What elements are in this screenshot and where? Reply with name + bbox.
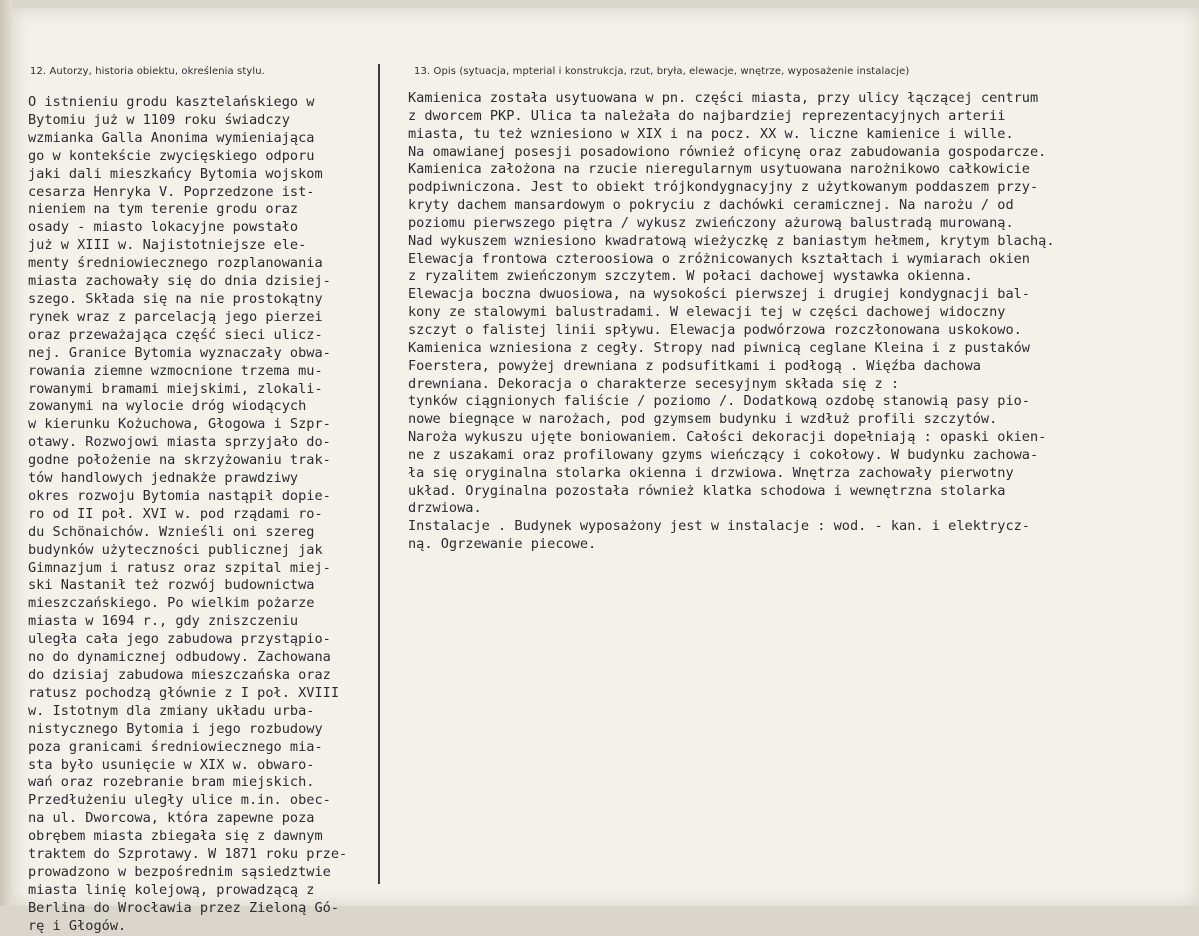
description-text-line: z ryzalitem zwieńczonym szczytem. W połaci dachowej wystawka okienna. <box>408 268 973 285</box>
description-text-line: poziomu pierwszego piętra / wykusz zwieńczony ażurową balustradą murowaną. <box>408 214 1014 231</box>
history-text-line: go w kontekście zwycięskiego odporu <box>28 147 315 164</box>
history-text-line: w kierunku Kożuchowa, Głogowa i Szpr- <box>28 416 331 433</box>
description-text-line: z dworcem PKP. Ulica ta należała do najbardziej reprezentacyjnych arterii <box>408 107 1006 124</box>
description-text-line: Kamienica została usytuowana w pn. części miasta, przy ulicy łączącej centrum <box>408 90 1039 106</box>
description-text-line: ła się oryginalna stolarka okienna i drzwiowa. Wnętrza zachowały pierwotny <box>408 464 1014 481</box>
history-text-line: osady - miasto lokacyjne powstało <box>28 219 299 236</box>
history-text-line: Bytomiu już w 1109 roku świadczy <box>28 111 290 128</box>
history-text-line: rowania ziemne wzmocnione trzema mu- <box>28 362 323 379</box>
description-text-line: podpiwniczona. Jest to obiekt trójkondygnacyjny z użytkowanym poddaszem przy- <box>408 179 1039 196</box>
history-text-line: ratusz pochodzą głównie z I poł. XVIII <box>28 684 339 701</box>
history-text-line: sta było usunięcie w XIX w. obwaro- <box>28 756 315 773</box>
history-text-line: mieszczańskiego. Po wielkim pożarze <box>28 595 315 612</box>
history-text-line: Gimnazjum i ratusz oraz szpital miej- <box>28 559 331 576</box>
history-text-line: miasta zachowały się do dnia dzisiej- <box>28 273 331 290</box>
history-text-line: miasta linię kolejową, prowadzącą z <box>28 881 315 898</box>
history-text-line: nieniem na tym terenie grodu oraz <box>28 201 299 218</box>
description-text-line: szczyt o falistej linii spływu. Elewacja podwórzowa rozczłonowana uskokowo. <box>408 321 1022 338</box>
history-text-line: no do dynamicznej odbudowy. Zachowana <box>28 649 331 666</box>
history-text-line: budynków użyteczności publicznej jak <box>28 541 323 558</box>
history-text-line: miasta w 1694 r., gdy zniszczeniu <box>28 613 299 630</box>
history-text-line: O istnieniu grodu kasztelańskiego w <box>28 94 315 110</box>
history-text-line: poza granicami średniowiecznego mia- <box>28 738 323 755</box>
history-text-line: prowadzono w bezpośrednim sąsiedztwie <box>28 863 331 880</box>
history-text-line: Berlina do Wrocławia przez Zieloną Gó- <box>28 899 339 916</box>
description-text-line: Instalacje . Budynek wyposażony jest w instalacje : wod. - kan. i elektrycz- <box>408 518 1030 535</box>
description-text-line: drzwiowa. <box>408 500 482 517</box>
history-text-line: do dzisiaj zabudowa mieszczańska oraz <box>28 667 331 683</box>
history-text-line: szego. Składa się na nie prostokątny <box>28 290 323 307</box>
description-text-line: Naroża wykuszu ujęte boniowaniem. Całości dekoracji dopełniają : opaski okien- <box>408 429 1047 446</box>
history-text-line: okres rozwoju Bytomia nastąpił dopie- <box>28 487 331 504</box>
description-text-line: kony ze stalowymi balustradami. W elewacji tej w części dachowej widoczny <box>408 304 1006 321</box>
history-text-line: ro od II poł. XVI w. pod rządami ro- <box>28 505 323 522</box>
history-text-line: ski Nastanił też rozwój budownictwa <box>28 577 315 594</box>
description-text-line: drewniana. Dekoracja o charakterze secesyjnym składa się z : <box>408 375 900 392</box>
description-text-line: tynków ciągnionych faliście / poziomo /. Dodatkową ozdobę stanowią pasy pio- <box>408 393 1030 410</box>
history-text-line: jaki dali mieszkańcy Bytomia wojskom <box>28 165 323 182</box>
description-text-line: Nad wykuszem wzniesiono kwadratową wieżyczkę z baniastym hełmem, krytym blachą. <box>408 232 1055 249</box>
section-12-header: 12. Autorzy, historia obiektu, określenia stylu. <box>30 66 265 77</box>
history-text-line: rynek wraz z parcelacją jego pierzei <box>28 308 323 325</box>
description-text-line: Elewacja frontowa czteroosiowa o zróżnicowanych kształtach i wymiarach okien <box>408 250 1030 267</box>
description-text-line: miasta, tu też wzniesiono w XIX i na pocz. XX w. liczne kamienice i wille. <box>408 125 1014 142</box>
description-text-line: ną. Ogrzewanie piecowe. <box>408 536 597 553</box>
description-text-line: Elewacja boczna dwuosiowa, na wysokości pierwszej i drugiej kondygnacji bal- <box>408 286 1030 303</box>
history-text-line: uległa cała jego zabudowa przystąpio- <box>28 631 331 648</box>
history-text-line: du Schönaichów. Wznieśli oni szereg <box>28 523 315 540</box>
description-text-line: Kamienica założona na rzucie nieregularnym usytuowana narożnikowo całkowicie <box>408 161 1030 178</box>
history-text-line: już w XIII w. Najistotniejsze ele- <box>28 237 307 254</box>
history-text-line: menty średniowiecznego rozplanowania <box>28 255 323 272</box>
history-text-line: obrębem miasta zbiegała się z dawnym <box>28 828 323 845</box>
history-text-line: na ul. Dworcowa, która zapewne poza <box>28 810 315 827</box>
history-text-line: oraz przeważająca część sieci ulicz- <box>28 326 323 343</box>
description-text-line: ne z uszakami oraz profilowany gzyms wieńczący i cokołowy. W budynku zachowa- <box>408 446 1039 463</box>
history-text-line: otawy. Rozwojowi miasta sprzyjało do- <box>28 434 331 451</box>
history-text-line: wań oraz rozebranie bram miejskich. <box>28 774 315 791</box>
history-text-line: rowanymi bramami miejskimi, zlokali- <box>28 380 323 397</box>
history-text-line: nej. Granice Bytomia wyznaczały obwa- <box>28 344 331 361</box>
description-text-line: Kamienica wzniesiona z cegły. Stropy nad piwnicą ceglane Kleina i z pustaków <box>408 339 1030 356</box>
description-text-line: układ. Oryginalna pozostała również klatka schodowa i wewnętrzna stolarka <box>408 482 1006 499</box>
description-text-line: Foerstera, powyżej drewniana z podsufitkami i podłogą . Więźba dachowa <box>408 357 981 374</box>
history-text-line: w. Istotnym dla zmiany układu urba- <box>28 702 315 719</box>
history-text-line: cesarza Henryka V. Poprzedzone ist- <box>28 183 315 200</box>
history-text-line: wzmianka Galla Anonima wymieniająca <box>28 129 315 146</box>
description-text-column <box>408 90 1188 554</box>
history-text-line: Przedłużeniu uległy ulice m.in. obec- <box>28 792 331 809</box>
description-text-line: nowe biegnące w narożach, pod gzymsem budynku i wzdłuż profili szczytów. <box>408 411 998 428</box>
scan-edge <box>0 0 12 906</box>
description-text-line: kryty dachem mansardowym o pokryciu z dachówki ceramicznej. Na narożu / od <box>408 197 1014 214</box>
history-text-line: nistycznego Bytomia i jego rozbudowy <box>28 720 323 737</box>
history-text-line: rę i Głogów. <box>28 917 127 934</box>
history-text-line: traktem do Szprotawy. W 1871 roku prze- <box>28 846 348 863</box>
section-13-header: 13. Opis (sytuacja, mpterial i konstrukcja, rzut, bryła, elewacje, wnętrze, wyposażenie instalacje) <box>414 66 910 77</box>
history-text-column <box>28 94 398 936</box>
history-text-line: zowanymi na wylocie dróg wiodących <box>28 398 307 415</box>
description-text-line: Na omawianej posesji posadowiono również oficynę oraz zabudowania gospodarcze. <box>408 143 1047 160</box>
history-text-line: godne położenie na skrzyżowaniu trak- <box>28 452 331 469</box>
history-text-line: tów handlowych jednakże prawdziwy <box>28 470 299 487</box>
